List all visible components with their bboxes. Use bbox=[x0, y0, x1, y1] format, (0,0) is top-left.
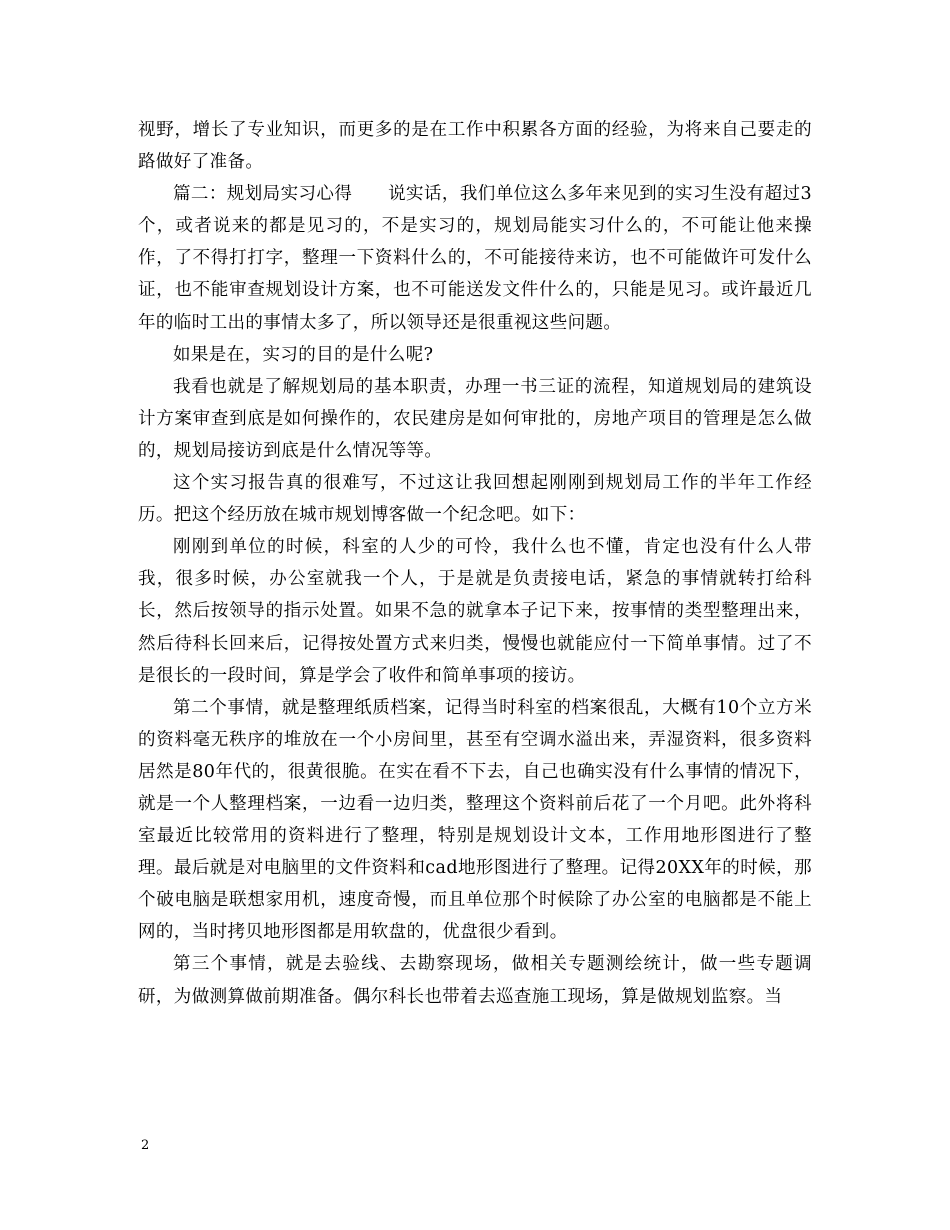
body-text bbox=[138, 114, 812, 1013]
paragraph-second-task: 第二个事情，就是整理纸质档案，记得当时科室的档案很乱，大概有10个立方米的资料毫无秩序的堆放在一个小房间里，甚至有空调水溢出来，弄湿资料，很多资料居然是80年代的，很黄很脆。在实在看不下去，自己也确实没有什么事情的情况下，就是一个人整理档案，一边看一边归类，整理这个资料前后花了一个月吧。此外将科室最近比较常用的资料进行了整理，特别是规划设计文本，工作用地形图进行了整理。最后就是对电脑里的文件资料和cad地形图进行了整理。记得20XX年的时候，那个破电脑是联想家用机，速度奇慢，而且单位那个时候除了办公室的电脑都是不能上网的，当时拷贝地形图都是用软盘的，优盘很少看到。 bbox=[138, 697, 812, 943]
paragraph-report-intro: 这个实习报告真的很难写，不过这让我回想起刚刚到规划局工作的半年工作经历。把这个经历放在城市规划博客做一个纪念吧。如下： bbox=[138, 473, 812, 526]
paragraph-question: 如果是在，实习的目的是什么呢? bbox=[173, 344, 434, 365]
paragraph-first-task: 刚刚到单位的时候，科室的人少的可怜，我什么也不懂，肯定也没有什么人带我，很多时候，办公室就我一个人，于是就是负责接电话，紧急的事情就转打给科长，然后按领导的指示处置。如果不急的就拿本子记下来，按事情的类型整理出来，然后待科长回来后，记得按处置方式来归类，慢慢也就能应付一下简单事情。过了不是很长的一段时间，算是学会了收件和简单事项的接访。 bbox=[138, 537, 812, 686]
paragraph-third-task: 第三个事情，就是去验线、去勘察现场，做相关专题测绘统计，做一些专题调研，为做测算做前期准备。偶尔科长也带着去巡查施工现场，算是做规划监察。当 bbox=[138, 954, 812, 1007]
paragraph-article-two-intro: 篇二：规划局实习心得 说实话，我们单位这么多年来见到的实习生没有超过3个，或者说来的都是见习的，不是实习的，规划局能实习什么的，不可能让他来操作，了不得打打字，整理一下资料什么的，不可能接待来访，也不可能做许可发什么证，也不能审查规划设计方案，也不可能送发文件什么的，只能是见习。或许最近几年的临时工出的事情太多了，所以领导还是很重视这些问题。 bbox=[138, 184, 812, 333]
page-number: 2 bbox=[141, 1138, 150, 1153]
paragraph-continuation: 视野，增长了专业知识，而更多的是在工作中积累各方面的经验，为将来自己要走的路做好了准备。 bbox=[138, 120, 812, 173]
paragraph-purpose: 我看也就是了解规划局的基本职责，办理一书三证的流程，知道规划局的建筑设计方案审查到底是如何操作的，农民建房是如何审批的，房地产项目的管理是怎么做的，规划局接访到底是什么情况等等。 bbox=[138, 376, 812, 461]
